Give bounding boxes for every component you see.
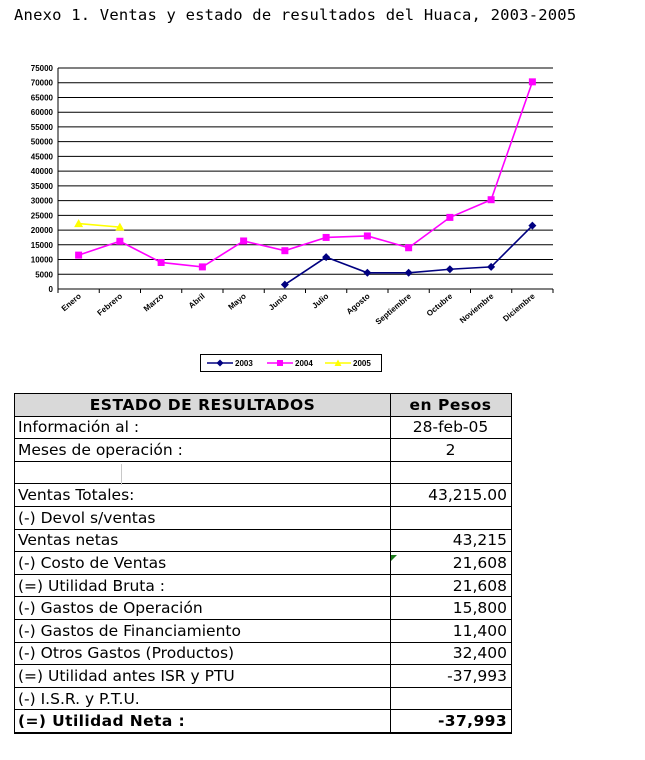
data-point-2004	[364, 232, 371, 239]
data-point-2004	[529, 78, 536, 85]
y-tick-label: 75000	[30, 64, 53, 73]
row-value: 2	[391, 439, 512, 462]
y-tick-label: 40000	[30, 167, 53, 177]
legend-item-2004	[267, 356, 313, 370]
data-point-2004	[488, 196, 495, 203]
legend-item-2005	[325, 356, 371, 370]
y-tick-label: 5000	[35, 270, 53, 280]
row-value: -37,993	[391, 665, 512, 688]
row-label: Ventas Totales:	[15, 484, 391, 507]
x-tick-label: Diciembre	[501, 291, 537, 324]
row-value: 21,608	[391, 552, 512, 575]
data-point-2003	[363, 269, 371, 277]
table-row	[15, 597, 512, 620]
data-point-2003	[405, 269, 413, 277]
row-value: 28-feb-05	[391, 416, 512, 439]
row-value: 21,608	[391, 574, 512, 597]
cell-divider	[121, 464, 122, 485]
data-point-2004	[446, 214, 453, 221]
header-pesos: en Pesos	[391, 394, 512, 417]
data-point-2004	[116, 238, 123, 245]
y-tick-label: 35000	[30, 181, 53, 191]
y-tick-label: 70000	[30, 78, 53, 88]
row-label: Información al :	[15, 416, 391, 439]
table-row	[15, 574, 512, 597]
row-label: (=) Utilidad Bruta :	[15, 574, 391, 597]
table-row-total	[15, 710, 512, 733]
series-line-2004	[79, 82, 533, 267]
y-tick-label: 20000	[30, 226, 53, 236]
data-point-2004	[281, 247, 288, 254]
table-row	[15, 461, 512, 484]
row-label: Meses de operación :	[15, 439, 391, 462]
y-tick-label: 55000	[30, 122, 53, 132]
x-tick-label: Febrero	[95, 291, 125, 318]
legend-swatch-2005	[325, 358, 351, 368]
table-row	[15, 416, 512, 439]
x-tick-label: Septiembre	[373, 291, 413, 327]
y-tick-label: 30000	[30, 196, 53, 206]
row-value: 15,800	[391, 597, 512, 620]
legend-item-2003	[207, 356, 253, 370]
data-point-2004	[199, 263, 206, 270]
row-label: (=) Utilidad antes ISR y PTU	[15, 665, 391, 688]
row-label: Ventas netas	[15, 529, 391, 552]
y-tick-label: 45000	[30, 152, 53, 162]
sales-line-chart	[0, 55, 645, 355]
legend-label-2005: 2005	[353, 358, 371, 368]
data-point-2004	[323, 234, 330, 241]
y-tick-label: 65000	[30, 93, 53, 103]
legend-label-2003: 2003	[235, 358, 253, 368]
row-label: (-) Gastos de Operación	[15, 597, 391, 620]
table-row	[15, 665, 512, 688]
legend-swatch-2003	[207, 358, 233, 368]
y-tick-label: 50000	[30, 137, 53, 147]
x-tick-label: Octubre	[424, 291, 455, 319]
row-label: (-) Devol s/ventas	[15, 506, 391, 529]
y-tick-label: 0	[48, 285, 53, 294]
legend-swatch-2004	[267, 358, 293, 368]
y-tick-label: 15000	[30, 240, 53, 250]
x-tick-label: Mayo	[226, 291, 248, 312]
data-point-2004	[405, 244, 412, 251]
x-tick-label: Agosto	[344, 291, 372, 317]
row-label: (-) I.S.R. y P.T.U.	[15, 687, 391, 710]
row-value: 43,215.00	[391, 484, 512, 507]
x-tick-label: Julio	[310, 291, 331, 311]
row-value: 43,215	[391, 529, 512, 552]
comment-indicator-icon	[391, 555, 397, 561]
row-value	[391, 461, 512, 484]
table-header-row	[15, 394, 512, 417]
row-value	[391, 506, 512, 529]
data-point-2004	[240, 237, 247, 244]
x-tick-label: Enero	[59, 291, 83, 314]
table-row	[15, 439, 512, 462]
row-label: (=) Utilidad Neta :	[15, 710, 391, 733]
income-statement-table	[14, 393, 512, 734]
data-point-2004	[158, 259, 165, 266]
y-tick-label: 25000	[30, 211, 53, 221]
table-row	[15, 687, 512, 710]
table-row	[15, 506, 512, 529]
series-line-2005	[79, 224, 120, 228]
header-estado: ESTADO DE RESULTADOS	[15, 394, 391, 417]
row-value: 11,400	[391, 619, 512, 642]
y-tick-label: 60000	[30, 108, 53, 118]
x-tick-label: Noviembre	[457, 291, 496, 326]
table-row	[15, 484, 512, 507]
y-tick-label: 10000	[30, 255, 53, 265]
row-label: (-) Costo de Ventas	[15, 552, 391, 575]
row-value: 32,400	[391, 642, 512, 665]
table-row	[15, 642, 512, 665]
legend-label-2004: 2004	[295, 358, 313, 368]
row-label	[15, 461, 391, 484]
data-point-2004	[75, 252, 82, 259]
row-value: -37,993	[391, 710, 512, 733]
row-label: (-) Gastos de Financiamiento	[15, 619, 391, 642]
chart-legend	[200, 354, 382, 372]
x-tick-label: Junio	[267, 291, 290, 313]
data-point-2003	[446, 265, 454, 273]
page-title: Anexo 1. Ventas y estado de resultados del Huaca, 2003-2005	[14, 6, 577, 24]
row-label: (-) Otros Gastos (Productos)	[15, 642, 391, 665]
table-row	[15, 552, 512, 575]
x-tick-label: Abril	[186, 291, 207, 311]
x-tick-label: Marzo	[141, 291, 166, 314]
row-value	[391, 687, 512, 710]
table-row	[15, 619, 512, 642]
table-row	[15, 529, 512, 552]
